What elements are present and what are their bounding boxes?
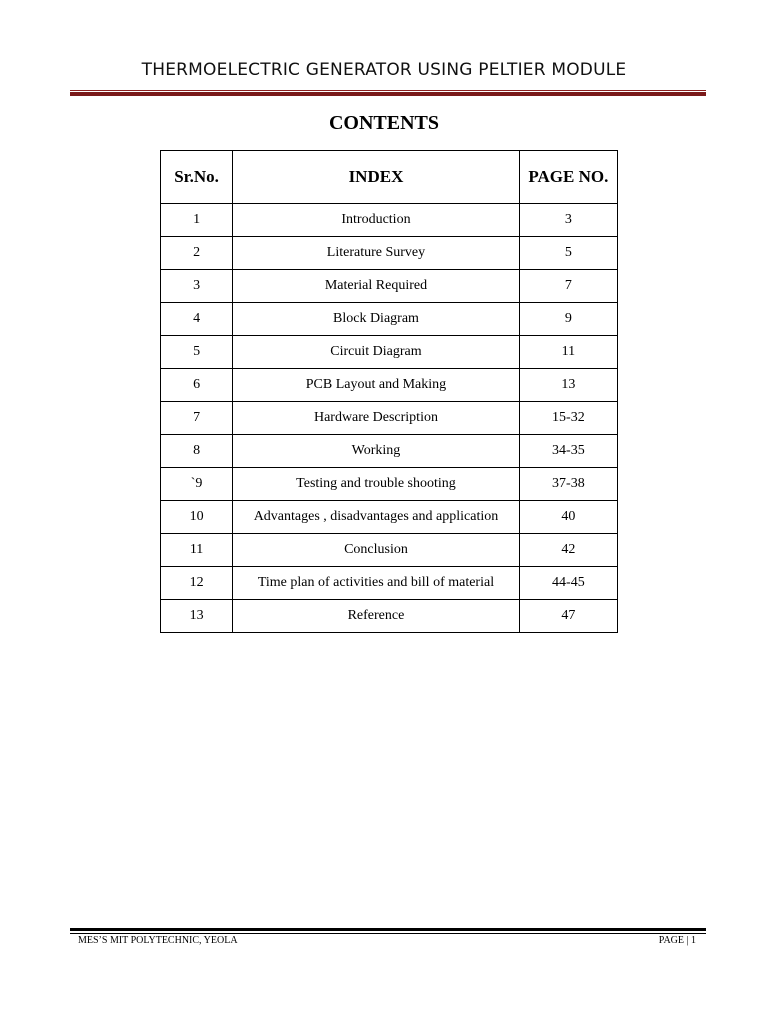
- page-no-cell: 9: [519, 303, 617, 336]
- footer-divider-thin: [70, 933, 706, 934]
- table-row: [161, 468, 618, 501]
- table-row: [161, 435, 618, 468]
- column-header-index: INDEX: [233, 151, 520, 204]
- table-row: [161, 600, 618, 633]
- index-cell: PCB Layout and Making: [233, 369, 520, 402]
- sr-no-cell: 12: [161, 567, 233, 600]
- document-header-title: THERMOELECTRIC GENERATOR USING PELTIER MODULE: [141, 60, 627, 80]
- index-cell: Material Required: [233, 270, 520, 303]
- index-cell: Reference: [233, 600, 520, 633]
- sr-no-cell: 11: [161, 534, 233, 567]
- index-cell: Conclusion: [233, 534, 520, 567]
- page-no-cell: 34-35: [519, 435, 617, 468]
- column-header-page-no: PAGE NO.: [519, 151, 617, 204]
- sr-no-cell: 13: [161, 600, 233, 633]
- index-cell: Circuit Diagram: [233, 336, 520, 369]
- table-row: [161, 369, 618, 402]
- index-cell: Advantages , disadvantages and application: [233, 501, 520, 534]
- footer-page-number: PAGE | 1: [658, 935, 696, 946]
- header-divider-thick: [70, 92, 706, 96]
- table-row: [161, 204, 618, 237]
- sr-no-cell: 5: [161, 336, 233, 369]
- table-row: [161, 402, 618, 435]
- table-header-row: [161, 151, 618, 204]
- page-no-cell: 15-32: [519, 402, 617, 435]
- contents-heading: CONTENTS: [328, 112, 440, 134]
- page-no-cell: 7: [519, 270, 617, 303]
- index-cell: Literature Survey: [233, 237, 520, 270]
- sr-no-cell: 6: [161, 369, 233, 402]
- page-no-cell: 47: [519, 600, 617, 633]
- contents-table: [160, 150, 618, 633]
- sr-no-cell: 3: [161, 270, 233, 303]
- table-row: [161, 303, 618, 336]
- column-header-sr-no: Sr.No.: [161, 151, 233, 204]
- page-no-cell: 3: [519, 204, 617, 237]
- table-row: [161, 336, 618, 369]
- index-cell: Block Diagram: [233, 303, 520, 336]
- header-divider-thin: [70, 90, 706, 91]
- page-no-cell: 44-45: [519, 567, 617, 600]
- index-cell: Working: [233, 435, 520, 468]
- sr-no-cell: 10: [161, 501, 233, 534]
- sr-no-cell: 8: [161, 435, 233, 468]
- page-no-cell: 40: [519, 501, 617, 534]
- footer-institution: MES’S MIT POLYTECHNIC, YEOLA: [78, 935, 238, 946]
- page-no-cell: 11: [519, 336, 617, 369]
- page-no-cell: 5: [519, 237, 617, 270]
- index-cell: Hardware Description: [233, 402, 520, 435]
- table-row: [161, 534, 618, 567]
- page-no-cell: 13: [519, 369, 617, 402]
- sr-no-cell: 7: [161, 402, 233, 435]
- footer-divider-thick: [70, 928, 706, 931]
- page-no-cell: 42: [519, 534, 617, 567]
- table-row: [161, 270, 618, 303]
- index-cell: Testing and trouble shooting: [233, 468, 520, 501]
- sr-no-cell: 2: [161, 237, 233, 270]
- sr-no-cell: `9: [161, 468, 233, 501]
- table-row: [161, 501, 618, 534]
- sr-no-cell: 4: [161, 303, 233, 336]
- index-cell: Introduction: [233, 204, 520, 237]
- table-row: [161, 237, 618, 270]
- table-row: [161, 567, 618, 600]
- index-cell: Time plan of activities and bill of material: [233, 567, 520, 600]
- sr-no-cell: 1: [161, 204, 233, 237]
- page-no-cell: 37-38: [519, 468, 617, 501]
